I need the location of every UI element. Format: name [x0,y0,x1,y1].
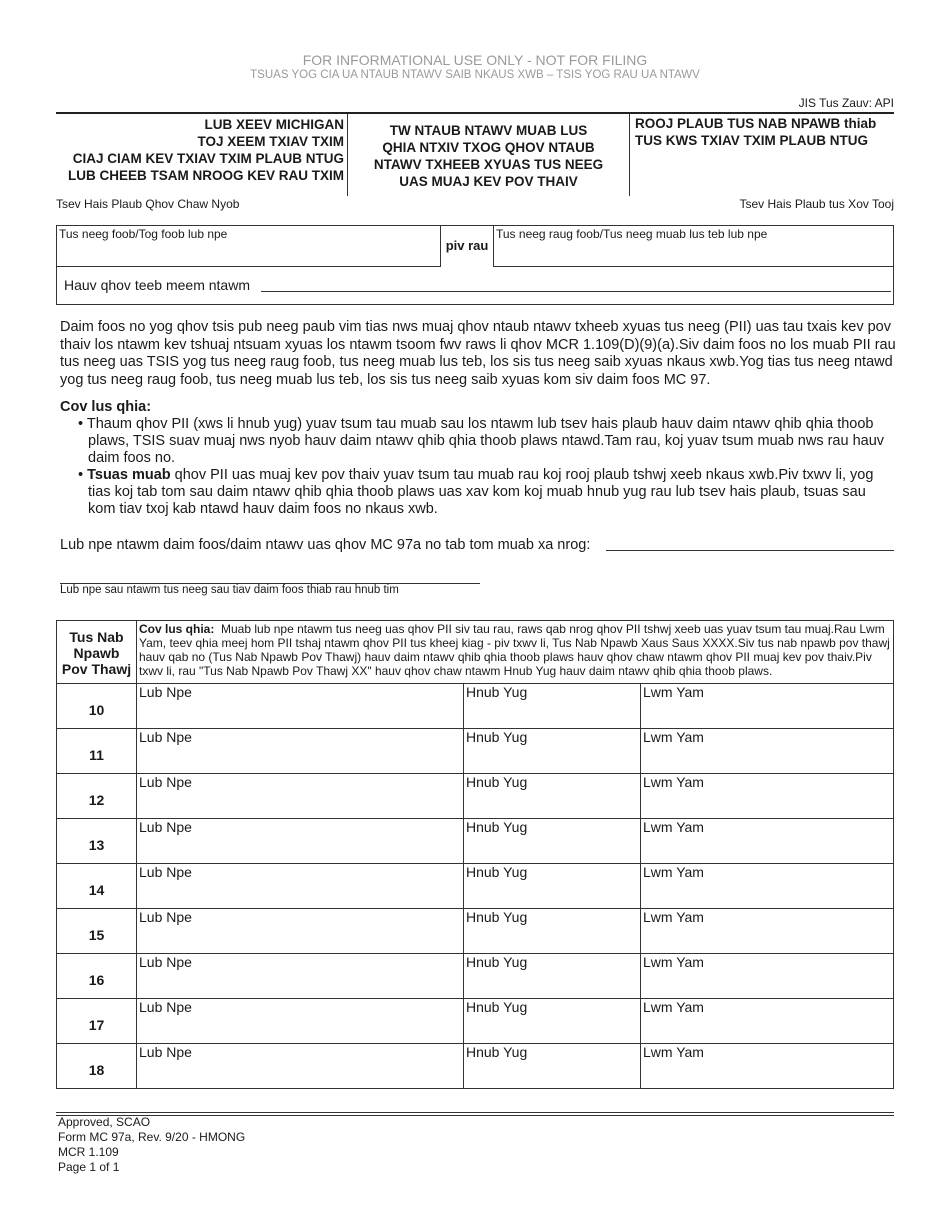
signature-label: Lub npe sau ntawm tus neeg sau tiav daim foos thiab rau hnub tim [60,584,399,596]
instructions-heading: Cov lus qhia: [60,399,152,415]
court-line: CIAJ CIAM KEV TXIAV TXIM PLAUB NTUG [72,151,344,166]
instruction-text: qhov PII uas muaj kev pov thaiv yuav tsum tau muab rau koj rooj plaub tshwj xeeb nkaus xwb.Piv txwv li, yog tias koj tab tom sau daim ntawv qhib qhia thoob plaws uas xav kom koj muab hnub yug rau lub tsev hais plaub, tsuas sau kom tiav txoj kab ntawd hauv daim foos no nkaus xwb. [88,467,874,517]
reference-number: 12 [57,774,137,819]
name-field[interactable]: Lub Npe [137,729,464,774]
dob-field[interactable]: Hnub Yug [464,684,641,729]
other-field[interactable]: Lwm Yam [641,774,894,819]
intro-paragraph: Daim foos no yog qhov tsis pub neeg paub vim tias nws muaj qhov ntaub ntawv txheeb xyuas tus neeg (PII) uas tau txais kev pov thaiv los ntawm kev tshuaj ntsuam xyuas los ntawm tsoom fwv raws li qhov MCR 1.109(D)(9)(a).Siv daim foos no los muab PII rau tus neeg uas TSIS yog tus neeg raug foob, tus neeg muab lus teb, los sis tus neeg saib xyuas nkaus xwb.Yog tias tus neeg ntawd yog tus neeg raug foob, tus neeg muab lus teb, los sis tus neeg saib xyuas kom siv daim foos MC 97. [60,319,896,388]
title-line: QHIA NTXIV TXOG QHOV NTAUB [382,140,595,155]
parties-box [56,225,894,305]
case-name-input-line[interactable] [261,291,891,292]
instructions-list [78,416,896,518]
reference-number: 15 [57,909,137,954]
other-field[interactable]: Lwm Yam [641,999,894,1044]
table-row [57,774,894,819]
table-instructions-text: Muab lub npe ntawm tus neeg uas qhov PII siv tau rau, raws qab nrog qhov PII tshwj xeeb uas yuav tsum tau muaj.Rau Lwm Yam, teev qhia meej hom PII tshaj ntawm qhov PII tus kheej kiag - piv txwv li, Tus Nab Npawb Xaus Saus XXXX.Siv tus nab npawb pov thawj hauv qab no (Tus Nab Npawb Pov Thawj) hauv daim ntawv qhib qhia thoob plaws hauv qhov chaw ntawm qhov PII muaj kev pov thaiv.Piv txwv li, rau "Tus Nab Npawb Pov Thawj XX" hauv qhov chaw ntawm Hnub Yug hauv daim ntawv qhib qhia thoob plaws. [139,622,890,678]
table-instructions [137,621,894,684]
other-field[interactable]: Lwm Yam [641,954,894,999]
form-header [56,112,894,196]
table-row [57,954,894,999]
filed-with-input-line[interactable] [606,550,894,551]
dob-field[interactable]: Hnub Yug [464,864,641,909]
court-line: LUB CHEEB TSAM NROOG KEV RAU TXIM [67,168,344,183]
name-field[interactable]: Lub Npe [137,954,464,999]
court-address-label: Tsev Hais Plaub Qhov Chaw Nyob [56,197,240,211]
reference-number: 14 [57,864,137,909]
approved-label: Approved, SCAO [58,1115,151,1129]
defendant-label: Tus neeg raug foob/Tus neeg muab lus teb lub npe [496,227,768,241]
dob-field[interactable]: Hnub Yug [464,999,641,1044]
informational-notice-hmong: TSUAS YOG CIA UA NTAUB NTAWV SAIB NKAUS XWB – TSIS YOG RAU UA NTAWV [250,69,700,81]
title-line: UAS MUAJ KEV POV THAIV [399,174,578,189]
table-row [57,999,894,1044]
case-number-label: ROOJ PLAUB TUS NAB NPAWB thiab [635,116,877,131]
court-phone-label: Tsev Hais Plaub tus Xov Tooj [739,197,894,211]
pii-table-header [57,621,894,684]
court-name-block [56,114,348,196]
table-row [57,819,894,864]
dob-field[interactable]: Hnub Yug [464,819,641,864]
page-number: Page 1 of 1 [58,1160,120,1174]
name-field[interactable]: Lub Npe [137,909,464,954]
form-title-block [348,114,630,196]
dob-field[interactable]: Hnub Yug [464,1044,641,1089]
reference-number: 10 [57,684,137,729]
title-line: TW NTAUB NTAWV MUAB LUS [389,123,588,138]
other-field[interactable]: Lwm Yam [641,864,894,909]
instruction-bullet: • Tsuas muab qhov PII uas muaj kev pov thaiv yuav tsum tau muab rau koj rooj plaub tshwj xeeb nkaus xwb.Piv txwv li, yog tias koj tab tom sau daim ntawv qhib qhia thoob plaws uas xav kom koj muab hnub yug rau lub tsev hais plaub, tsuas sau kom tiav txoj kab ntawd hauv daim foos no nkaus xwb. [78,467,874,517]
other-field[interactable]: Lwm Yam [641,684,894,729]
other-field[interactable]: Lwm Yam [641,729,894,774]
reference-number-header: Tus Nab Npawb Pov Thawj [57,621,137,684]
case-number-label: TUS KWS TXIAV TXIM PLAUB NTUG [635,133,868,148]
court-rule: MCR 1.109 [58,1145,119,1159]
footer-divider [56,1112,894,1113]
reference-number: 13 [57,819,137,864]
court-line: TOJ XEEM TXIAV TXIM [197,134,344,149]
instruction-bold: Tsuas muab [87,467,171,483]
name-field[interactable]: Lub Npe [137,684,464,729]
reference-number: 11 [57,729,137,774]
other-field[interactable]: Lwm Yam [641,909,894,954]
table-instructions-heading: Cov lus qhia: [139,622,215,636]
case-number-field[interactable] [630,114,894,196]
name-field[interactable]: Lub Npe [137,774,464,819]
court-line: LUB XEEV MICHIGAN [204,117,344,132]
name-field[interactable]: Lub Npe [137,864,464,909]
title-line: NTAWV TXHEEB XYUAS TUS NEEG [373,157,604,172]
table-row [57,1044,894,1089]
dob-field[interactable]: Hnub Yug [464,774,641,819]
dob-field[interactable]: Hnub Yug [464,954,641,999]
case-name-label: Hauv qhov teeb meem ntawm [64,277,250,293]
table-row [57,864,894,909]
table-row [57,729,894,774]
dob-field[interactable]: Hnub Yug [464,729,641,774]
other-field[interactable]: Lwm Yam [641,1044,894,1089]
informational-notice: FOR INFORMATIONAL USE ONLY - NOT FOR FILING [302,52,648,68]
defendant-field[interactable] [493,226,893,267]
reference-number: 17 [57,999,137,1044]
plaintiff-label: Tus neeg foob/Tog foob lub npe [59,227,228,241]
name-field[interactable]: Lub Npe [137,819,464,864]
filed-with-label: Lub npe ntawm daim foos/daim ntawv uas qhov MC 97a no tab tom muab xa nrog: [60,537,591,553]
plaintiff-field[interactable] [57,226,441,267]
name-field[interactable]: Lub Npe [137,999,464,1044]
dob-field[interactable]: Hnub Yug [464,909,641,954]
form-number: Form MC 97a, Rev. 9/20 - HMONG [58,1130,246,1144]
name-field[interactable]: Lub Npe [137,1044,464,1089]
form-footer [58,1115,245,1175]
instruction-text: Thaum qhov PII (xws li hnub yug) yuav tsum tau muab sau los ntawm lub tsev hais plaub hauv daim ntawv qhib qhia thoob plaws, TSIS suav muaj nws nyob hauv daim ntawv qhib qhia thoob plaws ntawd.Tam rau, koj yuav tsum muab nws rau hauv daim foos no. [86,416,885,466]
versus-label: piv rau [445,238,489,253]
reference-number: 16 [57,954,137,999]
table-row [57,909,894,954]
jis-code: JIS Tus Zauv: API [798,96,894,110]
reference-number: 18 [57,1044,137,1089]
table-row [57,684,894,729]
pii-table [56,620,894,1089]
instruction-bullet: • Thaum qhov PII (xws li hnub yug) yuav tsum tau muab sau los ntawm lub tsev hais plaub hauv daim ntawv qhib qhia thoob plaws, TSIS suav muaj nws nyob hauv daim ntawv qhib qhia thoob plaws ntawd.Tam rau, koj yuav tsum muab nws rau hauv daim foos no. [78,416,885,466]
other-field[interactable]: Lwm Yam [641,819,894,864]
